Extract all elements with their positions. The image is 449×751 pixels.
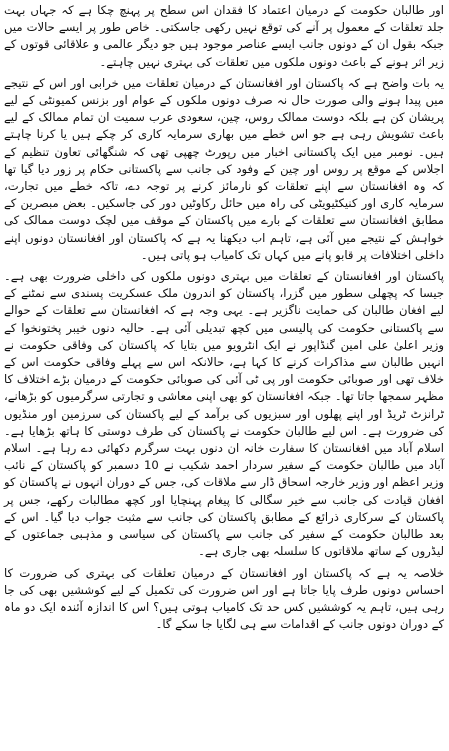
article-paragraph: یہ بات واضح ہے کہ پاکستان اور افغانستان کے درمیان تعلقات میں خرابی اور اس کے نتیجے میں پیدا ہونے والی صورت حال نہ صرف دونوں ملکوں کے عوام اور بزنس کمیونٹی کے لیے پریشان کن ہے بلکہ دوست ممالک روس، چین، سعودی عرب سمیت ان تمام ممالک کے لیے باعث تشویش رہی ہے جو اس خطے میں بھاری سرمایہ کاری کر چکے ہیں یا کرنا چاہتے ہیں۔ نومبر میں ایک پاکستانی اخبار میں رپورٹ چھپی تھی کہ شنگھائی تعاون تنظیم کے اجلاس کے موقع پر روس اور چین کے وفود کی جانب سے پاکستانی حکام پر زور دیا گیا تھا کہ وہ افغانستان سے اپنے تعلقات کو نارمائز کرنے پر توجہ دے، تاکہ خطے میں تجارت، سرمایہ کاری اور کنیکٹیویٹی کی راہ میں حائل رکاوٹیں دور کی جاسکیں۔ بعض مبصرین کے مطابق افغانستان سے تعلقات کے بارے میں پاکستان کے موقف میں لچک دوست ممالک کی خواہش کے نتیجے میں آئی ہے، تاہم اب دیکھنا یہ ہے کہ پاکستان اور افغانستان دونوں اپنے داخلی اختلافات پر قابو پانے میں کہاں تک کامیاب ہو پاتی ہیں۔ (4, 75, 444, 262)
article-paragraph: اور طالبان حکومت کے درمیان اعتماد کا فقدان اس سطح پر پہنچ چکا ہے کہ جہاں بہت جلد تعلقات کے معمول پر آنے کی توقع نہیں رکھی جاسکتی۔ خاص طور پر ایسے حالات میں جبکہ بقول ان کے دونوں جانب ایسے عناصر موجود ہیں جو دیگر عالمی و علاقائی قوتوں کے زیر اثر ہونے کے باعث دونوں ملکوں میں تعلقات کی بہتری نہیں چاہتے۔ (4, 3, 444, 69)
article-paragraph: پاکستان اور افغانستان کے تعلقات میں بہتری دونوں ملکوں کی داخلی ضرورت بھی ہے۔ جیسا کہ پچھلی سطور میں گزرا، پاکستان کو اندرون ملک عسکریت پسندی سے نمٹنے کے لیے افغان طالبان کی حمایت ناگزیر ہے۔ یہی وجہ ہے کہ افغانستان سے تعلقات کے حوالے سے پاکستانی حکومت کی پالیسی میں کچھ تبدیلی آئی ہے۔ حالیہ دنوں خیبر پختونخوا کے وزیر اعلیٰ علی امین گنڈاپور نے ایک انٹرویو میں بتایا کہ پاکستان کی وفاقی حکومت نے انہیں طالبان سے مذاکرات کرنے کا کہا ہے، حالانکہ اس سے پہلے وفاقی حکومت اس کے خلاف تھی اور صوبائی حکومت اور پی ٹی آئی کی صوبائی حکومت کے درمیان بڑے اختلاف کا مظہر سمجھا جاتا تھا۔ جبکہ افغانستان کو بھی اپنی معاشی و تجارتی سرگرمیوں کو بڑھانے، ٹرانزٹ ٹریڈ اور اپنے پھلوں اور سبزیوں کی برآمد کے لیے پاکستان کی سرزمین اور منڈیوں کی ضرورت ہے۔ اس لیے طالبان حکومت نے پاکستان کی طرف دوستی کا ہاتھ بڑھایا ہے۔ اسلام آباد میں افغانستان کا سفارت خانہ ان دنوں بہت سرگرم دکھائی دے رہا ہے۔ اسلام آباد میں طالبان حکومت کے سفیر سردار احمد شکیب نے 10 دسمبر کو پاکستان کے نائب وزیر اعظم اور وزیر خارجہ اسحاق ڈار سے ملاقات کی، جس کے دوران انہوں نے پاکستان کو افغان قیادت کی جانب سے خیر سگالی کا پیغام پہنچایا اور کچھ مطالبات رکھے، جس پر پاکستان کے سرکاری ذرائع کے مطابق پاکستان کی جانب سے مثبت جواب دیا گیا۔ اس کے بعد طالبان حکومت کے سفیر کی جانب سے پاکستان کی سیاسی و مذہبی جماعتوں کے لیڈروں کے ساتھ ملاقاتوں کا سلسلہ بھی جاری ہے۔ (4, 269, 444, 559)
article-paragraph: خلاصہ یہ ہے کہ پاکستان اور افغانستان کے درمیان تعلقات کی بہتری کی ضرورت کا احساس دونوں طرف پایا جاتا ہے اور اس ضرورت کی تکمیل کے لیے کوششیں بھی کی جا رہی ہیں، تاہم یہ کوششیں کس حد تک کامیاب ہوتی ہیں؟ اس کا اندازہ آئندہ ایک دو ماہ کے دوران دونوں جانب کے اقدامات سے ہی لگایا جا سکے گا۔ (4, 565, 444, 632)
